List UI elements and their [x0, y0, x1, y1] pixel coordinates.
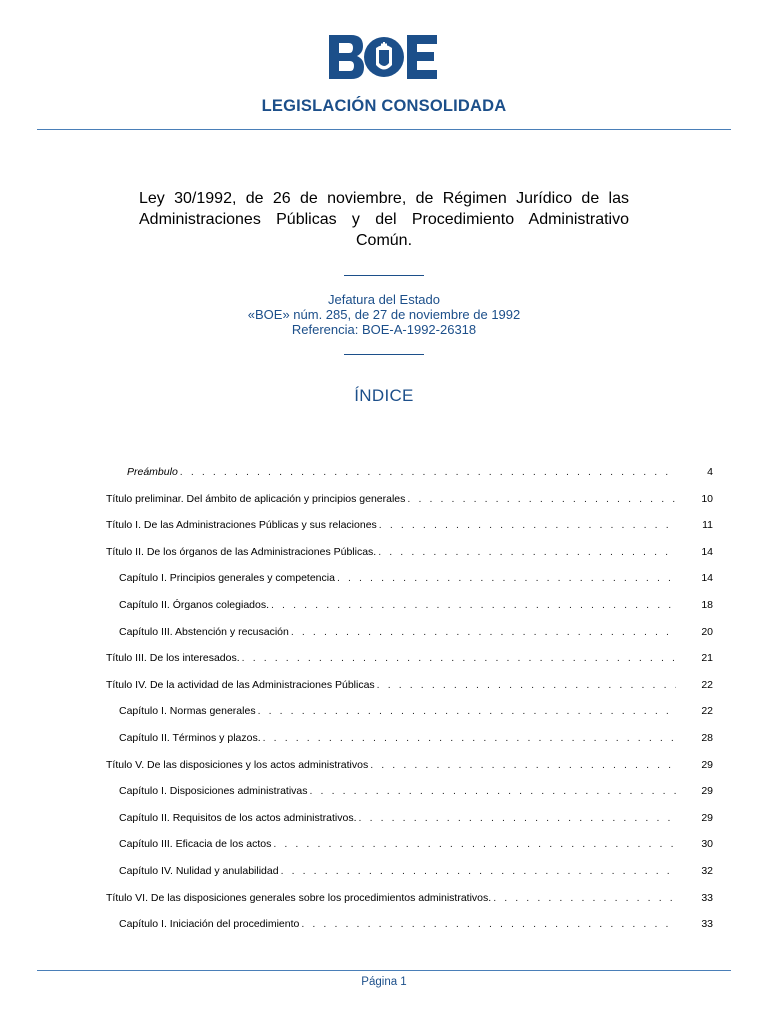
- toc-entry-leader: [119, 838, 676, 850]
- toc-entry-title: Título preliminar. Del ámbito de aplicación y principios generales: [106, 492, 406, 505]
- page-number: Página 1: [361, 976, 407, 988]
- toc-entry-title: Capítulo I. Normas generales: [119, 705, 256, 718]
- dot-leader: [301, 918, 676, 930]
- toc-entry[interactable]: [0, 785, 768, 801]
- dot-leader: [370, 759, 676, 771]
- toc-entry[interactable]: [0, 705, 768, 721]
- toc-entry-title: Capítulo I. Iniciación del procedimiento: [119, 918, 300, 931]
- toc-entry-leader: [119, 599, 676, 611]
- toc-entry[interactable]: [0, 493, 768, 509]
- toc-entry-page: 29: [701, 758, 713, 771]
- toc-entry-page: 22: [701, 705, 713, 718]
- dot-leader: [258, 705, 676, 717]
- dot-leader: [291, 626, 676, 638]
- toc-entry[interactable]: [0, 679, 768, 695]
- header-divider: [37, 129, 731, 130]
- document-metadata: [0, 292, 768, 337]
- dot-leader: [359, 812, 676, 824]
- toc-entry-page: 33: [701, 891, 713, 904]
- toc-entry-leader: [106, 493, 676, 505]
- index-heading: ÍNDICE: [354, 386, 414, 405]
- dot-leader: [242, 652, 676, 664]
- toc-entry-title: Capítulo III. Eficacia de los actos: [119, 838, 272, 851]
- toc-entry-page: 18: [701, 599, 713, 611]
- toc-entry[interactable]: [0, 838, 768, 854]
- toc-entry-title: Capítulo I. Disposiciones administrativas: [119, 785, 308, 798]
- toc-entry-page: 20: [701, 625, 713, 638]
- toc-entry-page: 32: [701, 865, 713, 877]
- dot-leader: [180, 466, 676, 478]
- toc-entry-leader: [127, 466, 676, 478]
- toc-entry[interactable]: [0, 918, 768, 934]
- toc-entry[interactable]: [0, 466, 768, 482]
- toc-entry-leader: [119, 732, 676, 744]
- dot-leader: [493, 892, 676, 904]
- toc-entry-page: 10: [701, 492, 713, 505]
- toc-entry-page: 14: [701, 545, 713, 558]
- toc-entry-title: Título III. De los interesados.: [106, 652, 240, 665]
- dot-leader: [271, 599, 676, 611]
- toc-entry-leader: [119, 785, 676, 797]
- toc-entry-leader: [106, 759, 676, 771]
- toc-entry-page: 29: [701, 785, 713, 798]
- title-divider: [344, 275, 424, 276]
- toc-entry-page: 29: [701, 811, 713, 824]
- dot-leader: [407, 493, 676, 505]
- toc-entry[interactable]: [0, 865, 768, 881]
- toc-entry-title: Capítulo III. Abstención y recusación: [119, 625, 289, 638]
- toc-entry-title: Título II. De los órganos de las Administraciones Públicas.: [106, 545, 377, 558]
- toc-entry-title: Título V. De las disposiciones y los actos administrativos: [106, 758, 369, 771]
- toc-entry-title: Preámbulo: [127, 466, 178, 478]
- toc-entry-leader: [106, 679, 676, 691]
- dot-leader: [378, 546, 676, 558]
- toc-entry-title: Capítulo I. Principios generales y competencia: [119, 572, 335, 585]
- toc-entry-leader: [106, 519, 676, 531]
- footer-divider: [37, 970, 731, 971]
- toc-entry-page: 21: [701, 652, 713, 665]
- reference: Referencia: BOE-A-1992-26318: [291, 322, 477, 337]
- section-title: LEGISLACIÓN CONSOLIDADA: [261, 97, 507, 115]
- dot-leader: [377, 679, 676, 691]
- toc-entry-leader: [119, 626, 676, 638]
- publication-info: «BOE» núm. 285, de 27 de noviembre de 1992: [247, 307, 521, 322]
- toc-entry-leader: [106, 892, 676, 904]
- toc-entry-leader: [119, 918, 676, 930]
- boe-logo: [0, 34, 768, 80]
- toc-entry[interactable]: [0, 759, 768, 775]
- toc-entry-title: Título I. De las Administraciones Públicas y sus relaciones: [106, 519, 377, 532]
- dot-leader: [273, 838, 676, 850]
- issuer: Jefatura del Estado: [327, 292, 441, 307]
- dot-leader: [379, 519, 676, 531]
- toc-entry-page: 14: [701, 572, 713, 585]
- toc-entry-page: 4: [707, 466, 713, 478]
- dot-leader: [310, 785, 677, 797]
- metadata-divider: [344, 354, 424, 355]
- dot-leader: [337, 572, 676, 584]
- toc-entry-title: Título VI. De las disposiciones generales sobre los procedimientos administrativos.: [106, 891, 492, 904]
- toc-entry-title: Capítulo II. Órganos colegiados.: [119, 599, 270, 611]
- toc-entry[interactable]: [0, 519, 768, 535]
- toc-entry[interactable]: [0, 812, 768, 828]
- toc-entry-leader: [119, 812, 676, 824]
- toc-entry-page: 28: [701, 732, 713, 744]
- toc-entry-title: Capítulo II. Requisitos de los actos administrativos.: [119, 811, 357, 824]
- boe-logo-icon: [329, 34, 439, 80]
- toc-entry-page: 33: [701, 918, 713, 931]
- dot-leader: [281, 865, 676, 877]
- toc-entry[interactable]: [0, 599, 768, 615]
- toc-entry[interactable]: [0, 572, 768, 588]
- toc-entry[interactable]: [0, 892, 768, 908]
- toc-entry-leader: [106, 546, 676, 558]
- toc-entry-page: 30: [701, 838, 713, 851]
- toc-entry-page: 11: [702, 519, 713, 532]
- toc-entry[interactable]: [0, 652, 768, 668]
- dot-leader: [263, 732, 676, 744]
- toc-entry-leader: [119, 572, 676, 584]
- toc-entry[interactable]: [0, 546, 768, 562]
- toc-entry-leader: [119, 705, 676, 717]
- toc-entry-page: 22: [701, 678, 713, 691]
- toc-entry-title: Capítulo IV. Nulidad y anulabilidad: [119, 865, 279, 877]
- toc-entry[interactable]: [0, 732, 768, 748]
- toc-entry-title: Capítulo II. Términos y plazos.: [119, 732, 261, 744]
- toc-entry-leader: [106, 652, 676, 664]
- toc-entry-title: Título IV. De la actividad de las Administraciones Públicas: [106, 678, 375, 691]
- document-title: Ley 30/1992, de 26 de noviembre, de Régimen Jurídico de las Administraciones Públicas y del Procedimiento Administrativo Común.: [139, 190, 629, 249]
- toc-entry-leader: [119, 865, 676, 877]
- toc-entry[interactable]: [0, 626, 768, 642]
